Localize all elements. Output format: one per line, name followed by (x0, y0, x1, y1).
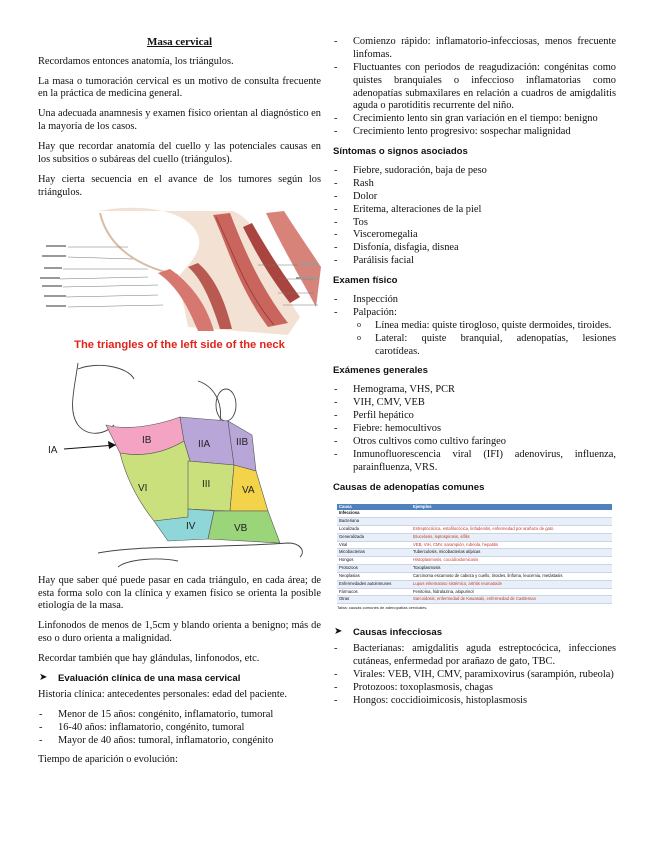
figure-caption: The triangles of the left side of the neck (74, 338, 285, 351)
list-item: - Virales: VEB, VIH, CMV, paramixovirus (sarampión, rubeola) (333, 669, 616, 682)
symptoms-list (333, 165, 616, 268)
table-row: Infecciosa (337, 510, 612, 517)
triangle-label-IA: IA (48, 444, 58, 456)
list-item: - Tos (333, 217, 616, 230)
body-paragraph: Historia clínica: antecedentes personales: edad del paciente. (38, 688, 287, 700)
intro-paragraph: Una adecuada anamnesis y examen físico orientan al diagnóstico en la mayoría de los casos. (38, 108, 321, 133)
section-heading: Exámenes generales (333, 365, 428, 377)
intro-paragraph: La masa o tumoración cervical es un motivo de consulta frecuente en la práctica de medicina general. (38, 75, 321, 100)
list-item: - Fiebre: hemocultivos (333, 423, 616, 436)
list-item: - Dolor (333, 191, 616, 204)
intro-paragraph: Recordamos entonces anatomía, los triángulos. (38, 55, 234, 67)
exam-list (333, 294, 616, 358)
section-heading: ➤ Evaluación clínica de una masa cervical (39, 671, 241, 684)
list-item: - Inspección (333, 294, 616, 307)
intro-paragraph: Hay que recordar anatomía del cuello y las potenciales causas en los subsitios o subáreas del cuello (triángulos). (38, 141, 321, 165)
body-paragraph: Linfonodos de menos de 1,5cm y blando orienta a benigno; más de eso o duro orienta a malignidad. (38, 620, 321, 645)
neck-triangles-figure (38, 361, 321, 573)
table-row: Bacteriana (337, 518, 612, 526)
list-item: - Fluctuantes con periodos de reagudización: congénitas como quistes branquiales o infeccioso inflamatorias como adenopatías submaxilares en relación a cuadros de amigdalitis aguda o parotiditis recurrente del niño. (333, 62, 616, 114)
body-paragraph: Tiempo de aparición o evolución: (38, 754, 178, 766)
triangle-label-VB: VB (234, 522, 248, 534)
table-row: Viral VEB, VIH, CMV, sarampión, rubéola, hepatitis (337, 541, 612, 549)
list-item: - Crecimiento lento sin gran variación en el tiempo: benigno (333, 113, 616, 126)
list-item: - Visceromegalia (333, 229, 616, 242)
table-row: Enfermedades autoinmunes Lupus eritematoso sistémico, artritis reumatoide (337, 580, 612, 588)
list-item: - Perfil hepático (333, 410, 616, 423)
infectious-causes-list (333, 643, 616, 707)
list-item: - Parálisis facial (333, 255, 616, 268)
list-item: - 16-40 años: inflamatorio, congénito, tumoral (38, 722, 321, 735)
list-item: - VIH, CMV, VEB (333, 397, 616, 410)
body-paragraph: Hay que saber qué puede pasar en cada triángulo, en cada área; de esta forma solo con la clínica y examen físico se orienta la posible etiología de la masa. (38, 574, 321, 612)
intro-paragraph: Hay cierta secuencia en el avance de los tumores según los triángulos. (38, 173, 321, 198)
section-heading: Causas de adenopatías comunes (333, 481, 485, 493)
evolution-list (333, 36, 616, 139)
list-item: - Eritema, alteraciones de la piel (333, 204, 616, 217)
right-column (333, 36, 616, 715)
page-title: Masa cervical (146, 36, 213, 48)
triangle-label-IB: IB (142, 434, 152, 446)
list-item: - Rash (333, 178, 616, 191)
arrow-bullet-icon: ➤ (334, 626, 343, 638)
list-item: - Disfonía, disfagia, disnea (333, 242, 616, 255)
section-heading: ➤ Causas infecciosas (334, 626, 443, 639)
body-paragraph: Recordar también que hay glándulas, linfonodos, etc. (38, 653, 260, 665)
table-row: Hongos Histoplasmosis, coccidioidomicosis (337, 557, 612, 565)
sub-list-item: o Lateral: quiste branquial, adenopatías, lesiones carotídeas. (333, 333, 616, 359)
table-row: Localizada Estreptocócica, estafilocócica, linfadenitis, enfermedad por arañazo de gato (337, 525, 612, 533)
neck-triangles-illustration (38, 361, 321, 573)
table-footnote: Tabla: causas comunes de adenopatías cervicales. (337, 605, 428, 611)
list-item: - Crecimiento lento progresivo: sospechar malignidad (333, 126, 616, 139)
list-item: - Hemograma, VHS, PCR (333, 384, 616, 397)
list-item: - Mayor de 40 años: tumoral, inflamatorio, congénito (38, 735, 321, 748)
triangle-label-III: III (202, 478, 211, 490)
triangle-label-VI: VI (138, 482, 148, 494)
section-heading: Examen físico (333, 275, 398, 287)
arrow-bullet-icon: ➤ (39, 671, 48, 683)
list-item: - Menor de 15 años: congénito, inflamatorio, tumoral (38, 709, 321, 722)
triangle-label-VA: VA (242, 484, 255, 496)
section-heading: Síntomas o signos asociados (333, 146, 468, 158)
list-item: - Hongos: coccidioimicosis, histoplasmosis (333, 695, 616, 708)
list-item: - Inmunofluorescencia viral (IFI) adenovirus, influenza, parainfluenza, VRS. (333, 449, 616, 475)
triangle-label-IIA: IIA (198, 438, 211, 450)
left-column (38, 36, 321, 774)
table-header: Causa (337, 504, 411, 511)
table-header-row (337, 504, 612, 511)
table-row: Protozoos Toxoplasmosis (337, 565, 612, 573)
list-item: - Fiebre, sudoración, baja de peso (333, 165, 616, 178)
sub-list-item: o Línea media: quiste tirogloso, quiste dermoides, tiroides. (333, 320, 616, 333)
list-item: - Otros cultivos como cultivo faríngeo (333, 436, 616, 449)
list-item: - Protozoos: toxoplasmosis, chagas (333, 682, 616, 695)
table-row: Neoplasias Carcinoma escamoso de cabeza y cuello, tiroides, linfoma, leucemia, metástasis (337, 572, 612, 580)
neck-muscles-illustration (38, 207, 321, 337)
triangle-label-IIB: IIB (236, 436, 249, 448)
list-item: - Palpación: (333, 307, 616, 320)
list-item: - Comienzo rápido: inflamatorio-infecciosas, menos frecuente linfomas. (333, 36, 616, 62)
table-header: Ejemplos (411, 504, 612, 511)
table-row: Fármacos Fenitoína, hidralazina, alopurinol (337, 588, 612, 596)
neck-muscles-figure (38, 207, 321, 355)
labs-list (333, 384, 616, 474)
triangle-label-IV: IV (186, 520, 196, 532)
table-row: Micobacterias Tuberculosis, micobacterias atípicas (337, 549, 612, 557)
list-item: - Bacterianas: amigdalitis aguda estreptocócica, infecciones cutáneas, enfermedad por arañazo de gato, TBC. (333, 643, 616, 669)
table-row: Generalizada Brucelosis, leptospirosis, sífilis (337, 533, 612, 541)
table-row: Otras Sarcoidosis, enfermedad de Kawasaki, enfermedad de Castleman (337, 596, 612, 604)
causes-table (337, 504, 612, 605)
age-list (38, 709, 321, 748)
